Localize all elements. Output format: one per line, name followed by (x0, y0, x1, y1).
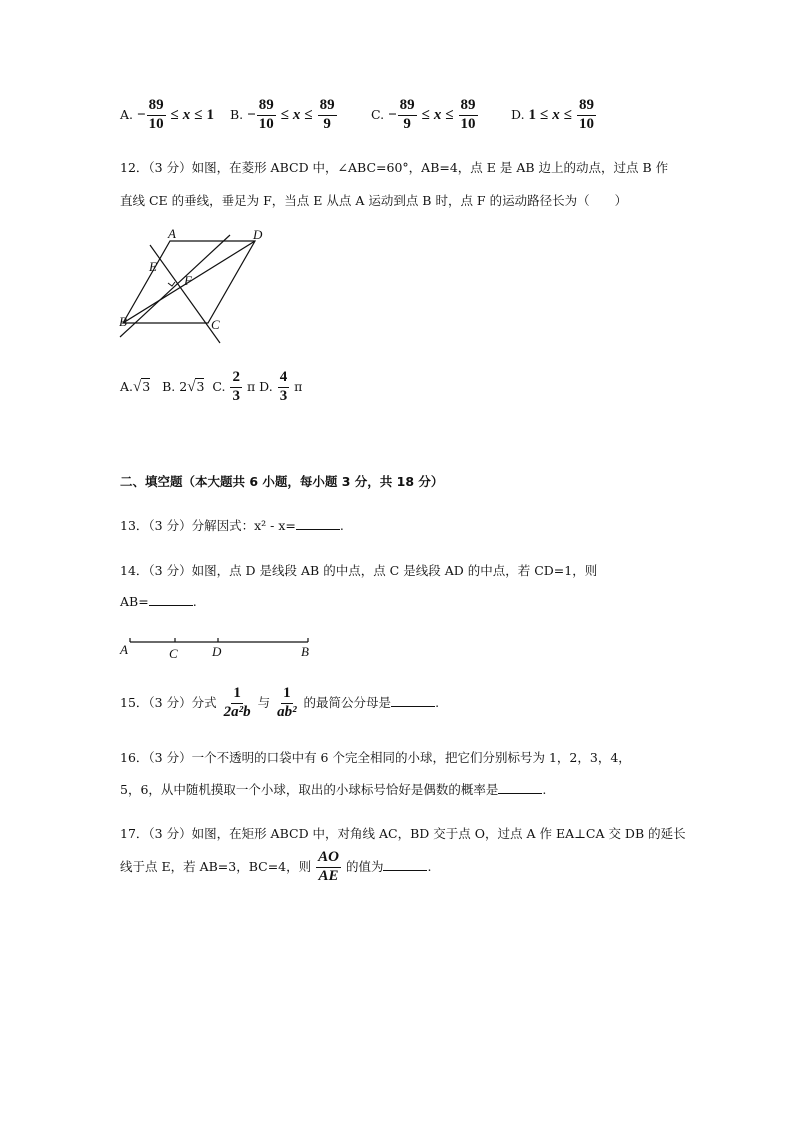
q17-line-1: 17．（3 分）如图，在矩形 ABCD 中，对角线 AC，BD 交于点 O，过点 A 作 EA⊥CA 交 DB 的延长 (120, 826, 686, 841)
label-c: C (211, 317, 220, 332)
q12-options: A.√3 B. 2√3 C. $\frac{2}{3}$ π D. $\frac{4}{3}$ π (120, 369, 303, 404)
answer-blank[interactable] (498, 782, 542, 794)
q14-segment-figure (112, 632, 322, 662)
right-angle-mark (168, 282, 175, 286)
q11-option-b: B. − $\frac{89}{10}$ ≤ x ≤ $\frac{89}{9}$ (230, 97, 335, 132)
answer-blank[interactable] (383, 859, 427, 871)
q17-line-2: 线于点 E，若 AB=3，BC=4，则 $\frac{AO}{AE}$ 的值为 . (120, 849, 432, 884)
q14-line-2: AB= . (120, 594, 197, 609)
q16-line-1: 16．（3 分）一个不透明的口袋中有 6 个完全相同的小球，把它们分别标号为 1，2，3，4， (120, 750, 631, 765)
label-a: A (120, 642, 128, 657)
label-f: F (184, 273, 192, 288)
label-d: D (253, 227, 263, 242)
q11-option-c: C. − $\frac{89}{9}$ ≤ x ≤ $\frac{89}{10}$ (371, 97, 476, 132)
label-c: C (169, 646, 178, 661)
line-ce (150, 245, 220, 343)
q14-line-1: 14．（3 分）如图，点 D 是线段 AB 的中点，点 C 是线段 AD 的中点，若 CD=1，则 (120, 563, 598, 578)
q12-line-2: 直线 CE 的垂线，垂足为 F，当点 E 从点 A 运动到点 B 时，点 F 的运动路径长为（ ） (120, 193, 628, 208)
answer-blank[interactable] (149, 594, 193, 606)
label-b: B (119, 314, 127, 329)
section-2-heading: 二、填空题（本大题共 6 小题，每小题 3 分，共 18 分） (120, 474, 444, 489)
q13: 13．（3 分）分解因式：x² - x= . (120, 518, 344, 533)
label-a: A (168, 226, 176, 241)
label-b: B (301, 644, 309, 659)
q15: 15．（3 分）分式 $\frac{1}{\text{2a²b}}$ 与 $\frac{1}{\text{ab²}}$ 的最简公分母是 . (120, 685, 440, 720)
q12-line-1: 12．（3 分）如图，在菱形 ABCD 中，∠ABC=60°，AB=4，点 E 是 AB 边上的动点，过点 B 作 (120, 160, 669, 175)
q11-option-d: D. 1 ≤ x ≤ $\frac{89}{10}$ (511, 97, 594, 132)
q12-rhombus-figure (110, 225, 290, 345)
answer-blank[interactable] (296, 518, 340, 530)
answer-blank[interactable] (391, 695, 435, 707)
q16-line-2: 5，6，从中随机摸取一个小球，取出的小球标号恰好是偶数的概率是 . (120, 782, 547, 797)
label-d: D (212, 644, 222, 659)
label-e: E (149, 259, 157, 274)
q11-option-a: A. − $\frac{89}{10}$ ≤ x ≤ 1 (120, 97, 214, 132)
